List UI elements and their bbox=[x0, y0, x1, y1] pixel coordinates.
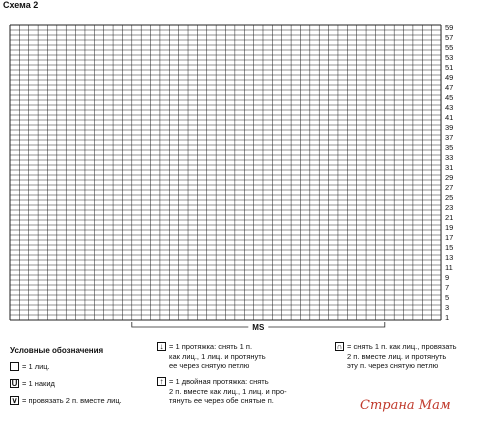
row-number: 27 bbox=[445, 183, 454, 192]
row-number: 55 bbox=[445, 43, 454, 52]
yarn-over-icon: U bbox=[11, 379, 18, 388]
row-number: 5 bbox=[445, 293, 450, 302]
row-number: 15 bbox=[445, 243, 454, 252]
legend-sk2p bbox=[335, 342, 457, 371]
row-number: 13 bbox=[445, 253, 454, 262]
legend-ssk bbox=[157, 342, 266, 371]
row-number: 19 bbox=[445, 223, 454, 232]
legend-ssk-text: = 1 протяжка: снять 1 п. как лиц., 1 лиц. и протянуть ее через снятую петлю bbox=[169, 342, 266, 370]
row-number: 9 bbox=[445, 273, 450, 282]
chart-title: Схема 2 bbox=[3, 0, 39, 10]
row-number: 33 bbox=[445, 153, 454, 162]
row-number: 31 bbox=[445, 163, 454, 172]
row-number: 1 bbox=[445, 313, 450, 322]
row-number: 35 bbox=[445, 143, 454, 152]
row-number: 11 bbox=[445, 263, 453, 272]
legend-sk2p-text: = снять 1 п. как лиц., провязать 2 п. вместе лиц. и протянуть эту п. через снятую петлю bbox=[347, 342, 457, 370]
row-number: 57 bbox=[445, 33, 454, 42]
row-number: 7 bbox=[445, 283, 450, 292]
sk2p-icon: ∩ bbox=[336, 342, 343, 351]
row-number: 17 bbox=[445, 233, 454, 242]
row-number: 59 bbox=[445, 23, 454, 32]
legend-title: Условные обозначения bbox=[10, 346, 104, 355]
row-number: 53 bbox=[445, 53, 454, 62]
k2tog-icon: ∨ bbox=[11, 396, 18, 405]
legend-yarn-over-text: = 1 накид bbox=[22, 379, 55, 388]
row-number: 51 bbox=[445, 63, 454, 72]
row-number: 45 bbox=[445, 93, 454, 102]
row-number: 49 bbox=[445, 73, 454, 82]
legend-double-dec bbox=[157, 377, 287, 406]
ssk-icon: ↓ bbox=[157, 342, 166, 351]
legend-knit bbox=[10, 362, 50, 372]
row-number: 25 bbox=[445, 193, 454, 202]
row-number: 47 bbox=[445, 83, 454, 92]
legend-k2tog-text: = провязать 2 п. вместе лиц. bbox=[22, 396, 122, 405]
legend-knit-text: = 1 лиц. bbox=[22, 362, 50, 371]
row-number: 37 bbox=[445, 133, 454, 142]
repeat-label: MS bbox=[252, 323, 265, 332]
row-number: 29 bbox=[445, 173, 454, 182]
row-number: 21 bbox=[445, 213, 454, 222]
row-number: 41 bbox=[445, 113, 454, 122]
row-number: 23 bbox=[445, 203, 454, 212]
row-number: 3 bbox=[445, 303, 450, 312]
row-number: 43 bbox=[445, 103, 454, 112]
watermark: Страна Мам bbox=[360, 398, 451, 413]
legend-k2tog bbox=[10, 396, 122, 406]
legend-yarn-over bbox=[10, 379, 55, 389]
row-number: 39 bbox=[445, 123, 454, 132]
knit-symbol-icon bbox=[10, 362, 19, 371]
legend-double-dec-text: = 1 двойная протяжка: снять 2 п. вместе как лиц., 1 лиц. и про- тянуть ее через обе снятые п. bbox=[169, 377, 287, 405]
double-dec-icon: ↑ bbox=[157, 377, 166, 386]
